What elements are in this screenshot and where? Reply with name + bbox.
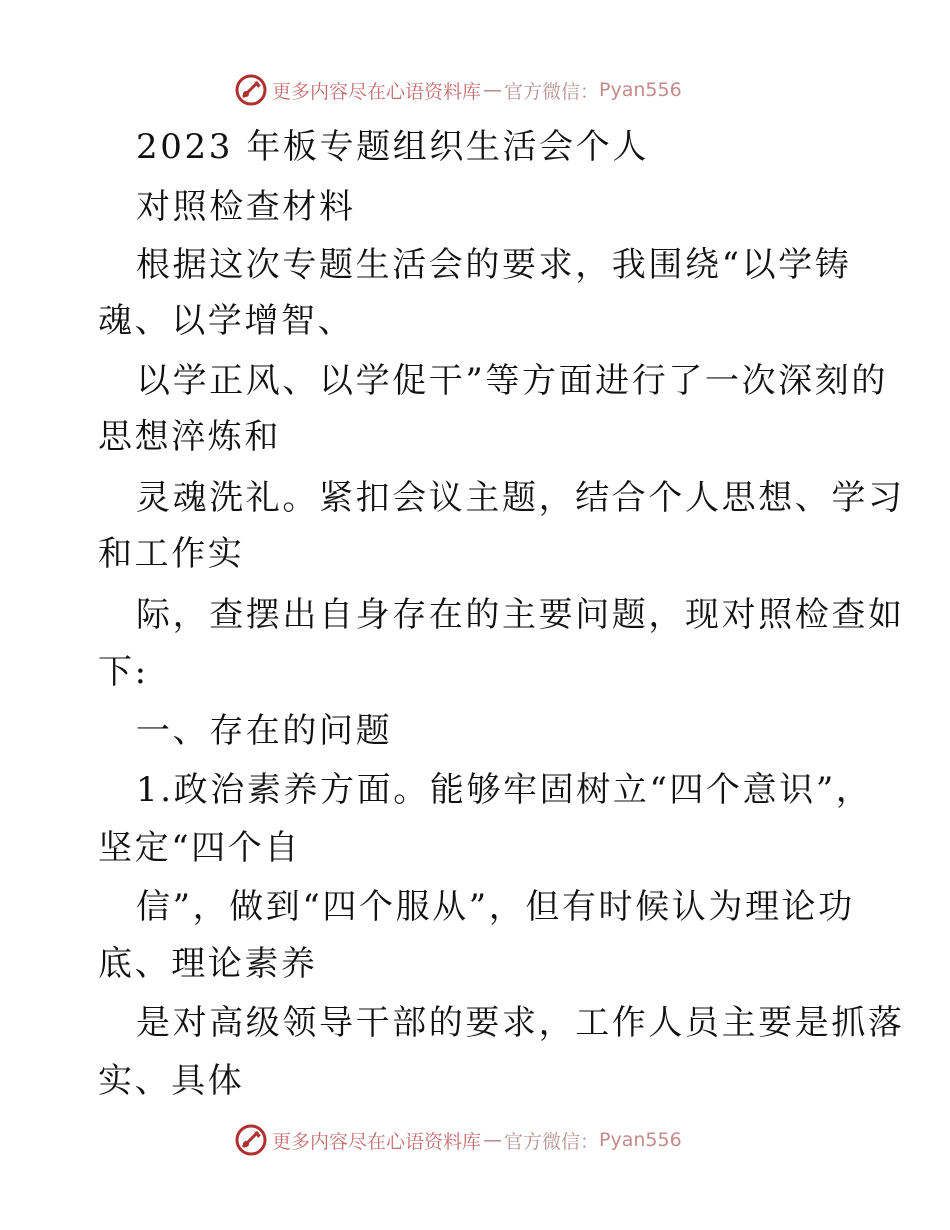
body-line: 下:	[98, 652, 149, 692]
watermark-header	[234, 72, 682, 108]
watermark-wechat-id: Pyan556	[599, 79, 682, 101]
watermark-dash: —	[483, 79, 503, 101]
body-line: 坚定“四个自	[98, 828, 301, 868]
body-line: 1.政治素养方面。能够牢固树立“四个意识”，	[136, 770, 873, 810]
body-line: 是对高级领导干部的要求，工作人员主要是抓落	[136, 1003, 905, 1043]
body-line: 魂、以学增智、	[98, 301, 355, 341]
watermark-wechat-label: 官方微信：	[504, 80, 600, 103]
watermark-text: 更多内容尽在心语资料库	[272, 1130, 482, 1153]
watermark-footer	[234, 1122, 682, 1158]
body-line: 和工作实	[98, 534, 245, 574]
body-line: 际，查摆出自身存在的主要问题，现对照检查如	[136, 595, 905, 635]
document-title: 2023 年板专题组织生活会个人	[136, 127, 649, 167]
section-heading: 一、存在的问题	[136, 711, 393, 751]
watermark-wechat-label: 官方微信：	[504, 1130, 600, 1153]
body-line: 实、具体	[98, 1061, 245, 1101]
watermark-wechat-id: Pyan556	[599, 1129, 682, 1151]
logo-icon	[234, 73, 268, 107]
body-line: 底、理论素养	[98, 944, 318, 984]
body-line: 信”，做到“四个服从”，但有时候认为理论功	[136, 887, 855, 927]
body-line: 根据这次专题生活会的要求，我围绕“以学铸	[136, 245, 852, 285]
watermark-text: 更多内容尽在心语资料库	[272, 80, 482, 103]
body-line: 灵魂洗礼。紧扣会议主题，结合个人思想、学习	[136, 478, 905, 518]
document-subtitle: 对照检查材料	[136, 187, 356, 227]
watermark-dash: —	[483, 1129, 503, 1151]
logo-icon	[234, 1123, 268, 1157]
body-line: 思想淬炼和	[98, 417, 281, 457]
body-line: 以学正风、以学促干”等方面进行了一次深刻的	[136, 361, 888, 401]
